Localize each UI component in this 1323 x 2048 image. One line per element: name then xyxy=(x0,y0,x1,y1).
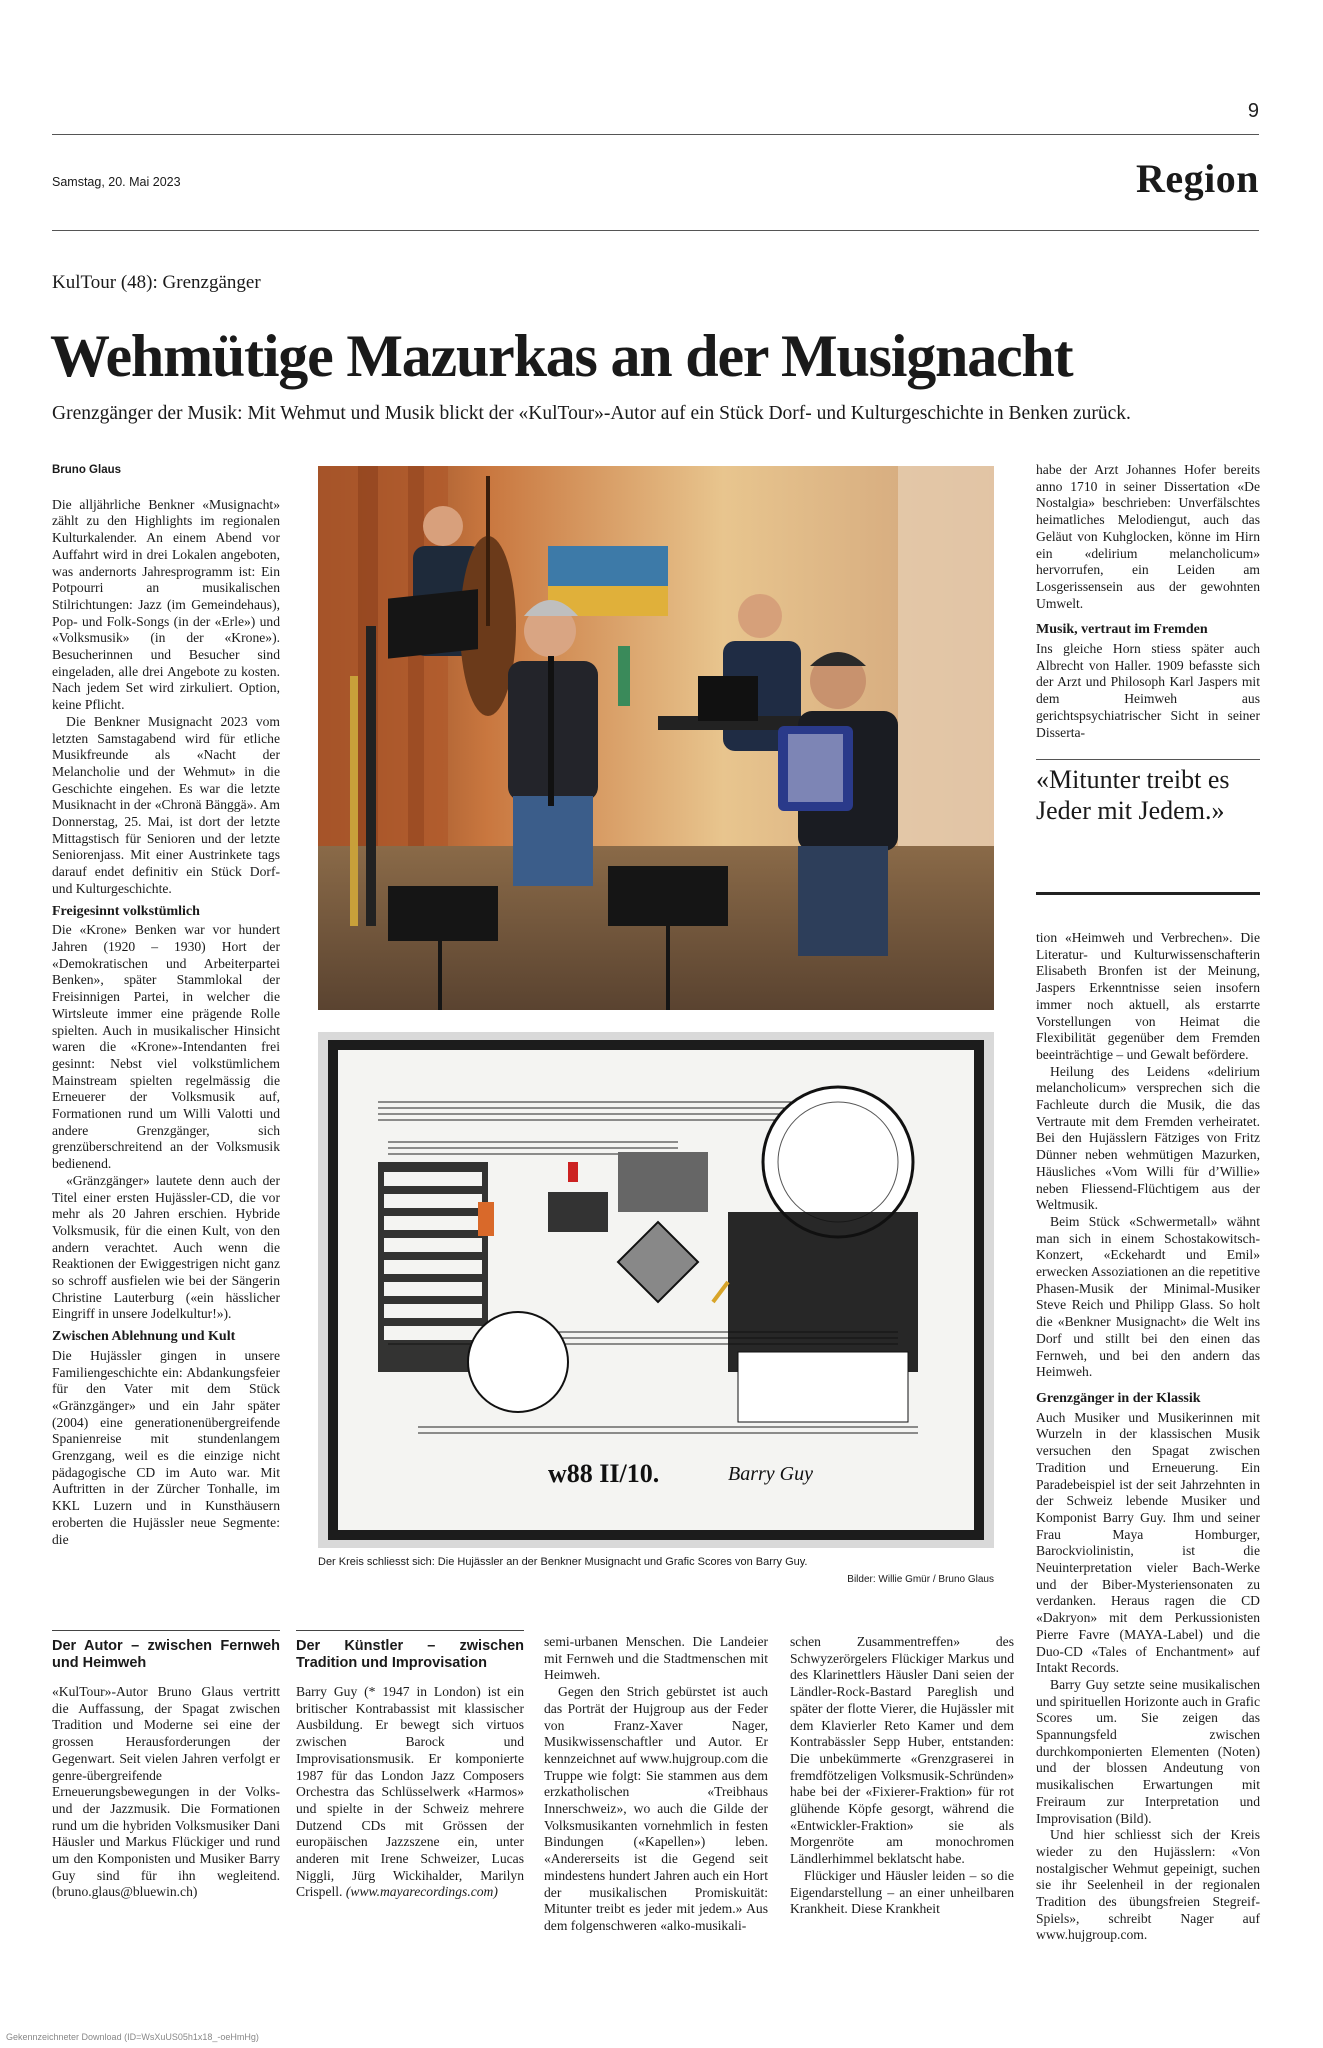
header-rule-bottom xyxy=(52,230,1259,231)
download-note: Gekennzeichneter Download (ID=WsXuUS05h1x18_-oeHmHg) xyxy=(6,2032,259,2042)
graphic-score-photo xyxy=(318,1032,994,1548)
column-4-bottom xyxy=(1036,930,1260,1944)
box-artist-body: Barry Guy (* 1947 in London) ist ein britischer Kontrabassist mit klassischer Ausbildung. Er bewegt sich virtuos zwischen Barock und Improvisationsmusik. Er komponierte 1987 für das London Jazz Composers Orchestra das Schlüsselwerk «Harmos» und spielte in der Schweiz mehrere Dutzend CDs mit Grössen der europäischen Jazzszene ein, unter anderen mit Irene Schweizer, Lucas Niggli, Jürg Wickihalder, Marilyn Crispell. xyxy=(296,1684,524,1900)
paragraph: Auch Musiker und Musikerinnen mit Wurzeln in der klassischen Musik versuchen den Spagat zwischen Tradition und Erneuerung. Ein Paradebeispiel ist der seit Jahrzehnten in der Schweiz lebende Musiker und Komponist Barry Guy. Ihm und seiner Frau Maya Homburger, Barockviolinistin, ist die Neuinterpretation vieler Bach-Werke und der Biber-Mysteriensonaten zu verdanken. Heraus ragen die CD «Dakryon» mit dem Perkussionisten Pierre Favre (MAYA-Label) und die Duo-CD «Tales of Enchantment» auf Intakt Records. xyxy=(1036,1409,1260,1676)
paragraph: Die alljährliche Benkner «Musignacht» zählt zu den Highlights im regionalen Kulturkalender. An einem Abend vor Auffahrt wird in drei Lokalen angeboten, was andernorts Jahresprogramm ist: Ein Potpourri an musikalischen Stilrichtungen: Jazz (im Gemeindehaus), Pop- und Folk-Songs (in der «Erle») und «Volksmusik» (in der «Krone»). Besucherinnen und Besucher sind eingeladen, alle drei Angebote zu kosten. Nach jedem Set wird zirkuliert. Option, keine Pflicht. xyxy=(52,496,280,713)
page-number: 9 xyxy=(1247,100,1259,122)
column-1 xyxy=(52,462,280,1548)
paragraph: schen Zusammentreffen» des Schwyzerörgelers Flückiger Markus und des Klarinettlers Häusler Dani seien der Ländler-Rock-Bastard Pareglish und später der flotte Vierer, die Hujässler mit dem Klavierler Reto Kamer und dem Kontrabässler Sepp Huber, entstanden: Die unbekümmerte «Grenzgraserei in fremdfötzeligen Volksmusik-Schründen» habe bei der «Fixierer-Fraktion» für rot glühende Köpfe gesorgt, während die «Entwickler-Fraktion» sie als Morgenröte am monochromen Ländlerhimmel beklatscht habe. xyxy=(790,1634,1014,1867)
paragraph: Ins gleiche Horn stiess später auch Albrecht von Haller. 1909 befasste sich der Arzt und Philosoph Karl Jaspers mit dem Heimweh aus gerichtspsychiatrischer Sicht in seiner Disserta- xyxy=(1036,641,1260,740)
box-author-rule xyxy=(52,1630,280,1631)
band-photo xyxy=(318,466,994,1010)
box-author-title: Der Autor – zwischen Fernweh und Heimweh xyxy=(52,1638,280,1671)
section-title: Region xyxy=(1136,156,1259,201)
headline: Wehmütige Mazurkas an der Musignacht xyxy=(50,323,1073,389)
paragraph: tion «Heimweh und Verbrechen». Die Literatur- und Kulturwissenschafterin Elisabeth Bronfen ist der Meinung, Jaspers Erkenntnisse seien insofern immer noch aktuell, als erstarrte Vorstellungen von Heimat die Flexibilität gegenüber dem Fremden beeinträchtige – und Gewalt befördere. xyxy=(1036,930,1260,1062)
paragraph: semi-urbanen Menschen. Die Landeier mit Fernweh und die Stadtmenschen mit Heimweh. xyxy=(544,1634,768,1683)
paragraph: Die «Krone» Benken war vor hundert Jahren (1920 – 1930) Hort der «Demokratischen und Arbeiterpartei Benken», später Stammlokal der Freisinnigen Partei, in welcher die Wirtsleute immer eine prägende Rolle spielten. Auch in musikalischer Hinsicht waren die «Krone»-Intendanten frei gesinnt: Nebst viel volkstümlichem Mainstream spielten regelmässig die Erneuerer der Volksmusik auf, Formationen rund um Willi Valotti und andere Grenzgänger, sich grenzüberschreitend an der Volksmusik bedienend. xyxy=(52,922,280,1172)
box-artist-title: Der Künstler – zwischen Tradition und Improvisation xyxy=(296,1638,524,1671)
box-author xyxy=(52,1638,280,1901)
pullquote-rule-bottom xyxy=(1036,892,1260,895)
paragraph: Heilung des Leidens «delirium melancholicum» versprechen sich die Fachleute durch die Musik, die das Vertraute mit dem Fremden verheiratet. Bei den Hujässlern Fätziges von Fritz Dünner neben wehmütigen Mazurken, Häusliches «Vom Willi für d’Willie» neben Fliessend-Flüchtigem aus der Weltmusik. xyxy=(1036,1063,1260,1213)
paragraph: Beim Stück «Schwermetall» wähnt man sich in einem Schostakowitsch-Konzert, «Eckehardt und Emil» erwecken Assoziationen an die repetitive Phasen-Musik der Minimal-Musiker Steve Reich und Philipp Glass. So holt die «Benkner Musignacht» die Welt ins Dorf und stillt bei den einen das Fernweh, und bei den andern das Heimweh. xyxy=(1036,1213,1260,1380)
record-label-link[interactable]: (www.mayarecordings.com) xyxy=(345,1884,498,1900)
subheading: Grenzgänger in der Klassik xyxy=(1036,1390,1201,1406)
kicker: KulTour (48): Grenzgänger xyxy=(52,272,261,293)
score-title: w88 II/10. xyxy=(548,1459,660,1488)
box-artist-text xyxy=(296,1684,524,1901)
bottom-column-4 xyxy=(790,1634,1014,1918)
issue-date: Samstag, 20. Mai 2023 xyxy=(52,175,181,189)
paragraph: Und hier schliesst sich der Kreis wieder zu den Hujässlern: «Von nostalgischer Wehmut gepeinigt, suchen sie ihr Seelenheil in der regionalen Tradition des übungsfreien Stegreif-Spiels», schreibt Nager auf www.hujgroup.com. xyxy=(1036,1827,1260,1943)
column-4-top xyxy=(1036,462,1260,741)
paragraph: habe der Arzt Johannes Hofer bereits anno 1710 in seiner Dissertation «De Nostalgia» beschrieben: Unverfälschtes heimatliches Melodiengut, auch das Geläut von Kuhglocken, könne im Hirn ein «delirium melancholicum» hervorrufen, ein Leiden am Losgerissensein aus der gewohnten Umwelt. xyxy=(1036,462,1260,611)
paragraph: Die Benkner Musignacht 2023 vom letzten Samstagabend wird für etliche Musikfreunde als «Nacht der Melancholie und der Wehmut» in die Geschichte eingehen. Es war die letzte Musiknacht in der «Chronä Bänggä». Am Donnerstag, 25. Mai, ist dort der letzte Mittagstisch für Senioren und der letzte Seniorenjass. Mit einer Austrinkete tags darauf endet definitiv ein Stück Dorf- und Kulturgeschichte. xyxy=(52,713,280,896)
box-artist-rule xyxy=(296,1630,524,1631)
paragraph: «Gränzgänger» lautete denn auch der Titel einer ersten Hujässler-CD, die vor mehr als 20 Jahren erschien. Hybride Volksmusik, für die einen Kult, von den andern verachtet. Auch wenn die Reaktionen der Ewiggestrigen nicht ganz so schroff ausfielen wie bei der Sängerin Christine Lauterburg («ein hässlicher Eingriff in unsere Jodelkultur!»). xyxy=(52,1172,280,1322)
paragraph: Flückiger und Häusler leiden – so die Eigendarstellung – an einer unheilbaren Krankheit. Diese Krankheit xyxy=(790,1867,1014,1917)
score-signature: Barry Guy xyxy=(728,1463,813,1485)
paragraph: Gegen den Strich gebürstet ist auch das Porträt der Hujgroup aus der Feder von Franz-Xaver Nager, Musikwissenschaftler und Autor. Er kennzeichnet auf www.hujgroup.com die Truppe wie folgt: Sie stammen aus dem erzkatholischen «Treibhaus Innerschweiz», wo auch die Gilde der Volksmusikanten vornehmlich in festen Bindungen («Kapellen») leben. «Andererseits ist die Gegend seit mindestens hundert Jahren auch ein Hort der musikalischen Promiskuität: Mitunter treibt es jeder mit jedem.» Aus dem folgenschweren «alko-musikali- xyxy=(544,1684,768,1933)
subheading: Freigesinnt volkstümlich xyxy=(52,903,200,919)
box-artist xyxy=(296,1638,524,1901)
subheading: Musik, vertraut im Fremden xyxy=(1036,622,1208,638)
photo-credit: Bilder: Willie Gmür / Bruno Glaus xyxy=(847,1574,994,1585)
paragraph: Die Hujässler gingen in unsere Familiengeschichte ein: Abdankungsfeier für den Vater mit dem Stück «Gränzgänger» und ein Jahr später (2004) eine generationenübergreifende Spanienreise mit stundenlangem Grenzgang, weil es die einzige nicht pädagogische CD im Auto war. Mit Auftritten in der Zürcher Tonhalle, im KKL Luzern und in Kunsthäusern eroberten die Hujässler neue Segmente: die xyxy=(52,1347,280,1547)
pull-quote: «Mitunter treibt es Jeder mit Jedem.» xyxy=(1036,765,1230,825)
bottom-column-3 xyxy=(544,1634,768,1935)
pullquote-rule-top xyxy=(1036,759,1260,760)
byline: Bruno Glaus xyxy=(52,464,122,476)
subheading: Zwischen Ablehnung und Kult xyxy=(52,1329,236,1345)
figure-caption: Der Kreis schliesst sich: Die Hujässler an der Benkner Musignacht und Grafic Scores von Barry Guy. xyxy=(318,1556,808,1568)
subhead: Grenzgänger der Musik: Mit Wehmut und Musik blickt der «KulTour»-Autor auf ein Stück Dorf- und Kulturgeschichte in Benken zurück. xyxy=(52,403,1131,424)
paragraph: Barry Guy setzte seine musikalischen und spirituellen Horizonte auch in Grafic Scores um. Sie zeigen das Spannungsfeld zwischen durchkomponierten Elementen (Noten) und der blossen Andeutung von musikalischen Erwartungen mit Freiraum zur Interpretation und Improvisation (Bild). xyxy=(1036,1676,1260,1826)
box-author-text: «KulTour»-Autor Bruno Glaus vertritt die Auffassung, der Spagat zwischen Tradition und Moderne sei eine der grossen Herausforderungen der Gegenwart. Seit vielen Jahren verfolgt er genre-übergreifende Erneuerungsbewegungen in der Volks- und der Jazzmusik. Die Formationen rund um die hybriden Volksmusiker Dani Häusler und Markus Flückiger und rund um den Komponisten und Musiker Barry Guy sind für ihn wegleitend. (bruno.glaus@bluewin.ch) xyxy=(52,1684,280,1900)
header-rule-top xyxy=(52,134,1259,135)
